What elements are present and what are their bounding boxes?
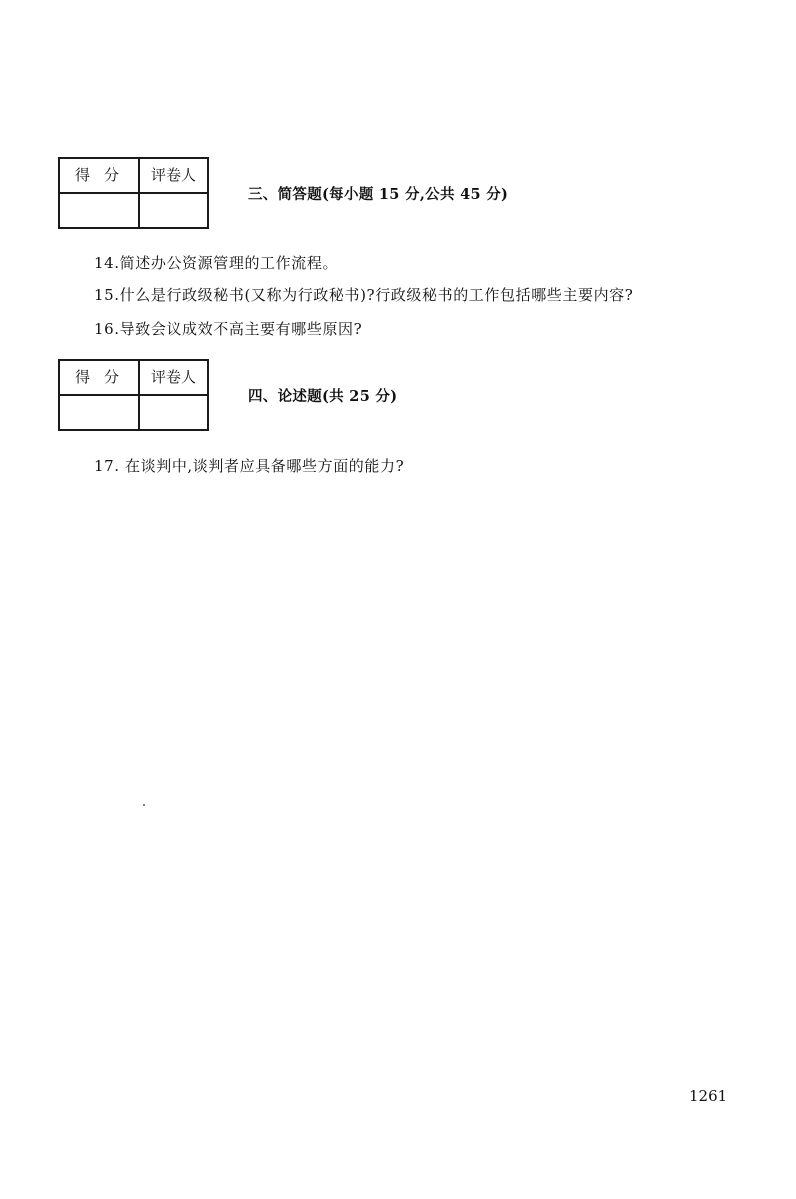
- page-number: 1261: [689, 1087, 728, 1105]
- question-17: 17. 在谈判中,谈判者应具备哪些方面的能力?: [94, 457, 405, 475]
- score-box-section-4: [58, 359, 209, 431]
- grader-label: 评卷人: [139, 360, 208, 395]
- score-cell: [59, 395, 139, 430]
- score-box-section-3: [58, 157, 209, 229]
- grader-cell: [139, 395, 208, 430]
- section-title-short-answer: 三、简答题(每小题 15 分,公共 45 分): [248, 186, 509, 203]
- score-cell: [59, 193, 139, 228]
- grader-cell: [139, 193, 208, 228]
- question-15: 15.什么是行政级秘书(又称为行政秘书)?行政级秘书的工作包括哪些主要内容?: [94, 286, 634, 304]
- score-label: 得分: [59, 360, 139, 395]
- section-title-essay: 四、论述题(共 25 分): [248, 388, 398, 405]
- question-14: 14.简述办公资源管理的工作流程。: [94, 254, 339, 272]
- scan-speck: [143, 804, 145, 806]
- grader-label: 评卷人: [139, 158, 208, 193]
- question-16: 16.导致会议成效不高主要有哪些原因?: [94, 320, 363, 338]
- score-label: 得分: [59, 158, 139, 193]
